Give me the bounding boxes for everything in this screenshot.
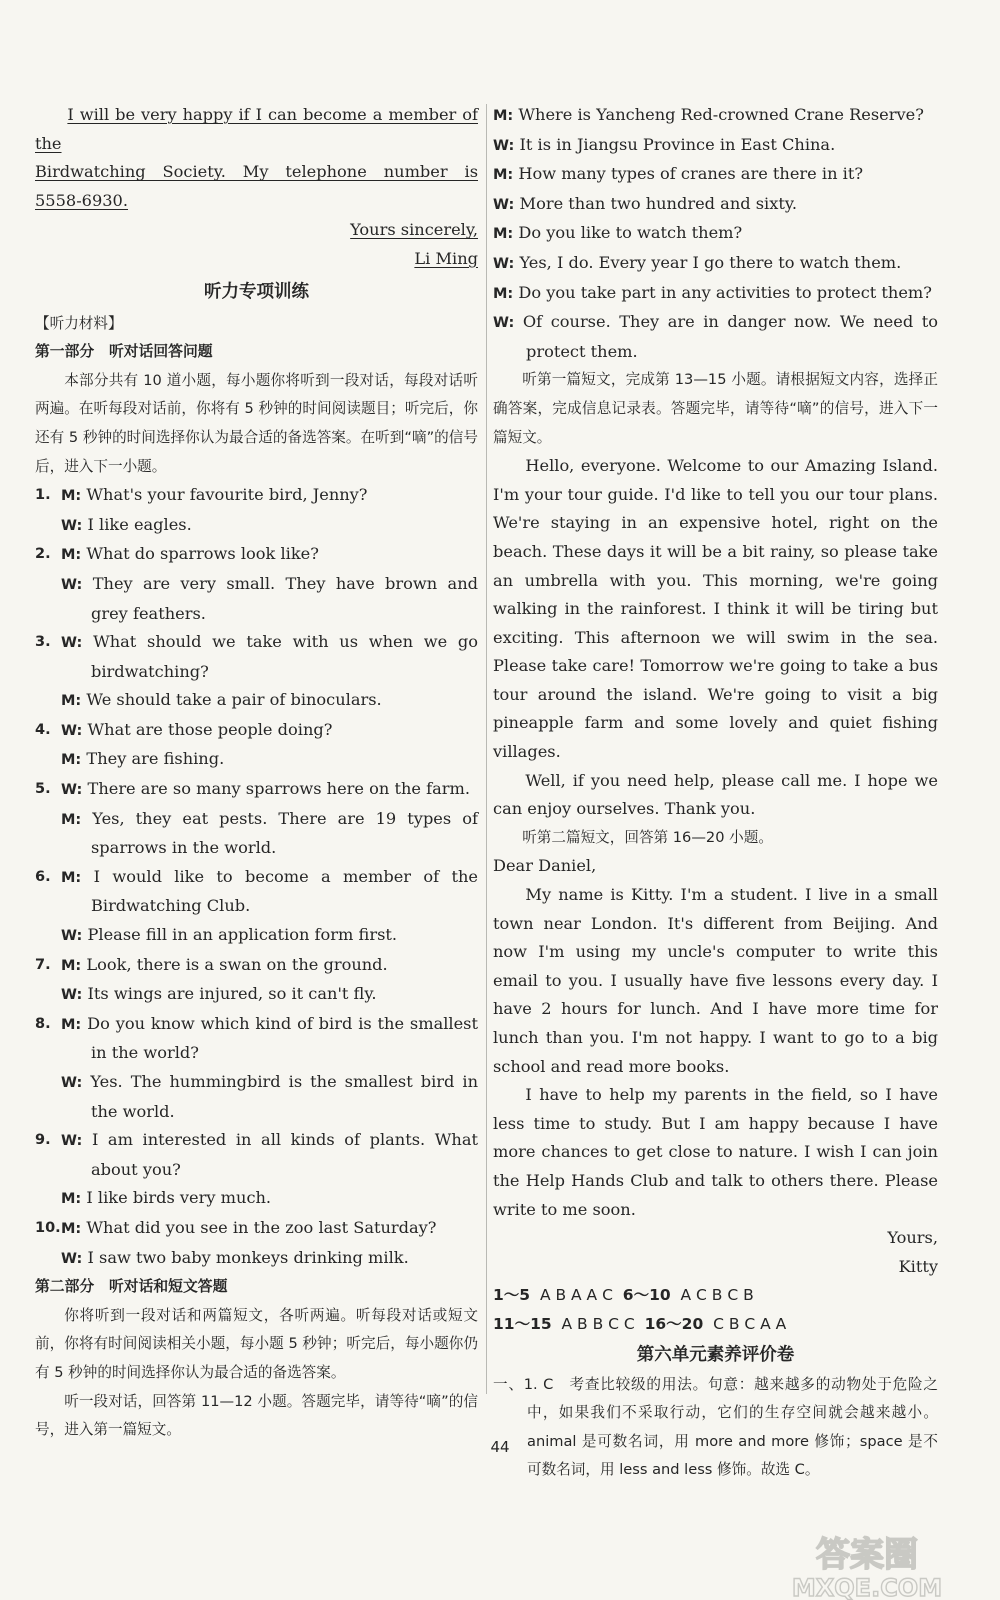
answer-letters: C B C A A (713, 1314, 787, 1333)
speaker-label: M: (61, 693, 82, 710)
dialogue-line (35, 951, 478, 981)
question-number: 5. (35, 781, 51, 798)
dialogue-line (35, 863, 478, 921)
dialogue-line (35, 921, 478, 951)
watermark-logo (745, 1530, 990, 1600)
passage2-instruction: 听第二篇短文，回答第 16—20 小题。 (522, 828, 773, 846)
passage1-paragraph-1: Hello, everyone. Welcome to our Amazing Island. I'm your tour guide. I'd like to tell you our tour plans. We're staying in an expensive hotel, right on the beach. These days it will be a bit rainy, so please take an umbrella with you. This morning, we're going walking in the rainforest. I think it will be tiring but exciting. This afternoon we will swim in the sea. Please take care! Tomorrow we're going to take a bus tour around the island. We're going to visit a big pineapple farm and some lovely and quiet fishing villages. (493, 456, 938, 762)
question-number: 10. (35, 1219, 61, 1236)
passage2-paragraph-2: I have to help my parents in the field, so I have less time to study. But I am happy because I have more chances to get close to nature. I wish I can join the Help Hands Club and talk to others there. Please write to me soon. (493, 1085, 938, 1219)
dialogue-text: Look, there is a swan on the ground. (86, 954, 388, 974)
dialogue-text: Do you know which kind of bird is the smallest in the world? (87, 1013, 478, 1063)
dialogue-line (35, 805, 478, 863)
question-number: 9. (35, 1132, 51, 1149)
conversation-text: How many types of cranes are there in it? (518, 164, 864, 184)
dialogue-text: Please fill in an application form first. (87, 925, 398, 945)
speaker-label: W: (61, 576, 83, 593)
conversation-text: Yes, I do. Every year I go there to watch them. (519, 252, 902, 272)
right-column (493, 101, 938, 1485)
part2-intro: 你将听到一段对话和两篇短文，各听两遍。听每段对话或短文前，你将有时间阅读相关小题，每小题 5 秒钟；听完后，每小题你仍有 5 秒钟的时间选择你认为最合适的备选答案。 (35, 1306, 478, 1381)
speaker-label: W: (493, 255, 515, 272)
part2-title: 第二部分 听对话和短文答题 (35, 1278, 228, 1296)
conversation-line (493, 219, 938, 249)
answer-range: 16～20 (644, 1314, 704, 1333)
part1-intro: 本部分共有 10 道小题，每小题你将听到一段对话，每段对话听两遍。在听每段对话前，你将有 5 秒钟的时间阅读题目；听完后，你还有 5 秒钟的时间选择你认为最合适的备选答案。在听到“嘀”的信号后，进入下一小题。 (35, 371, 478, 475)
letter-signature: Li Ming (414, 248, 478, 268)
speaker-label: M: (493, 167, 514, 184)
dialogue-instruction: 听一段对话，回答第 11—12 小题。答题完毕，请等待“嘀”的信号，进入第一篇短文。 (35, 1392, 478, 1439)
dialogue-text: What do sparrows look like? (86, 544, 319, 564)
question-number: 3. (35, 634, 51, 651)
dialogue-line (35, 540, 478, 570)
conversation-line (493, 101, 938, 131)
conversation-text: More than two hundred and sixty. (519, 193, 798, 213)
letter-salutation: Dear Daniel, (493, 856, 597, 876)
conversation-line (493, 308, 938, 366)
dialogue-list (35, 481, 478, 1273)
dialogue-text: I saw two baby monkeys drinking milk. (87, 1247, 409, 1267)
speaker-label: W: (61, 635, 83, 652)
dialogue-text: I am interested in all kinds of plants. What about you? (91, 1130, 478, 1179)
speaker-label: M: (61, 1220, 82, 1237)
speaker-label: M: (61, 547, 82, 564)
section-title: 听力专项训练 (204, 281, 309, 302)
speaker-label: M: (493, 285, 514, 302)
letter-line-3: 5558-6930. (35, 190, 129, 210)
conversation-text: Of course. They are in danger now. We need to protect them. (522, 312, 938, 361)
passage1-paragraph-2: Well, if you need help, please call me. I hope we can enjoy ourselves. Thank you. (493, 770, 938, 819)
speaker-label: W: (61, 1075, 83, 1091)
conversation-text: Do you like to watch them? (518, 223, 743, 243)
dialogue-line (35, 628, 478, 686)
dialogue-line (35, 481, 478, 511)
question-number: 1. (35, 487, 51, 504)
speaker-label: M: (493, 226, 514, 243)
dialogue-line (35, 1214, 478, 1244)
dialogue-line (35, 1244, 478, 1274)
speaker-label: M: (61, 957, 82, 974)
speaker-label: W: (493, 137, 515, 154)
speaker-label: W: (61, 928, 83, 945)
question-number: 4. (35, 721, 51, 738)
email-closing: Yours, (887, 1228, 938, 1248)
speaker-label: W: (61, 1250, 83, 1267)
answer-row-1 (493, 1281, 938, 1310)
speaker-label: W: (61, 722, 83, 739)
dialogue-text: They are fishing. (86, 749, 225, 769)
dialogue-text: What did you see in the zoo last Saturday? (86, 1217, 437, 1237)
conversation-line (493, 160, 938, 190)
conversation-text: Do you take part in any activities to protect them? (518, 282, 932, 302)
email-signature: Kitty (898, 1256, 938, 1276)
letter-closing: Yours sincerely, (350, 220, 478, 240)
conversation-text: It is in Jiangsu Province in East China. (519, 134, 836, 154)
letter-line-2: Birdwatching Society. My telephone number is (35, 162, 478, 182)
dialogue-text: Yes, they eat pests. There are 19 types of sparrows in the world. (91, 808, 478, 858)
question-number: 2. (35, 546, 51, 563)
speaker-label: M: (61, 488, 82, 505)
explanation: 一、1. C 考查比较级的用法。句意：越来越多的动物处于危险之中，如果我们不采取行动，它们的生存空间就会越来越小。animal 是可数名词，用 more and more 修饰；space 是不可数名词，用 less and less 修饰。故选 C。 (493, 1375, 938, 1479)
letter-line-1: I will be very happy if I can become a member of the (35, 105, 478, 153)
conversation-line (493, 131, 938, 161)
dialogue-text: They are very small. They have brown and grey feathers. (91, 573, 478, 623)
passage1-instruction: 听第一篇短文，完成第 13—15 小题。请根据短文内容，选择正确答案，完成信息记录表。答题完毕，请等待“嘀”的信号，进入下一篇短文。 (493, 371, 938, 446)
page-number: 44 (490, 1438, 510, 1456)
conversation-line (493, 279, 938, 309)
dialogue-text: We should take a pair of binoculars. (86, 690, 382, 710)
answer-letters: A C B C B (680, 1286, 754, 1305)
speaker-label: M: (61, 811, 82, 828)
answer-row-2 (493, 1310, 938, 1339)
column-divider (486, 104, 487, 1394)
answer-letters: A B A A C (539, 1286, 613, 1305)
conversation-line (493, 249, 938, 279)
dialogue-line (35, 1068, 478, 1126)
speaker-label: M: (493, 108, 514, 124)
dialogue-text: I would like to become a member of the Birdwatching Club. (91, 866, 478, 916)
speaker-label: W: (493, 196, 515, 213)
conversation-line (493, 190, 938, 220)
speaker-label: M: (61, 752, 82, 769)
watermark-text-1: 答案圈 (816, 1535, 918, 1575)
speaker-label: W: (493, 315, 515, 332)
left-column (35, 101, 478, 1445)
dialogue-line (35, 716, 478, 746)
unit-title: 第六单元素养评价卷 (636, 1344, 795, 1365)
dialogue-line (35, 686, 478, 716)
dialogue-line (35, 511, 478, 541)
dialogue-line (35, 745, 478, 775)
speaker-label: W: (61, 782, 83, 799)
answer-range: 6～10 (622, 1286, 671, 1305)
dialogue-line (35, 1126, 478, 1184)
answer-range: 11～15 (493, 1314, 552, 1333)
answer-range: 1～5 (493, 1286, 531, 1305)
dialogue-text: Yes. The hummingbird is the smallest bird in the world. (90, 1072, 478, 1121)
dialogue-line (35, 775, 478, 805)
material-label: 【听力材料】 (35, 314, 123, 332)
dialogue-line (35, 1010, 478, 1068)
speaker-label: W: (61, 987, 83, 1004)
dialogue-text: Its wings are injured, so it can't fly. (87, 984, 377, 1004)
speaker-label: M: (61, 1191, 82, 1208)
speaker-label: W: (61, 517, 83, 534)
dialogue-text: What should we take with us when we go birdwatching? (91, 632, 478, 681)
speaker-label: M: (61, 869, 82, 886)
dialogue-text: There are so many sparrows here on the farm. (87, 779, 470, 799)
speaker-label: W: (61, 1133, 83, 1150)
question-number: 8. (35, 1015, 51, 1032)
watermark-text-2: MXQE.COM (791, 1574, 943, 1600)
conversation-text: Where is Yancheng Red-crowned Crane Reserve? (518, 105, 924, 124)
part1-title: 第一部分 听对话回答问题 (35, 343, 213, 361)
dialogue-text: I like eagles. (87, 514, 192, 534)
speaker-label: M: (61, 1016, 82, 1033)
answer-letters: A B B C C (561, 1314, 635, 1333)
dialogue-line (35, 980, 478, 1010)
question-number: 7. (35, 956, 51, 973)
passage2-paragraph-1: My name is Kitty. I'm a student. I live in a small town near London. It's different from Beijing. And now I'm using my uncle's computer to write this email to you. I usually have five lessons every day. I have 2 hours for lunch. And I have more time for lunch than you. I'm not happy. I want to go to a big school and read more books. (493, 885, 938, 1076)
conversation (493, 101, 938, 366)
dialogue-line (35, 1184, 478, 1214)
dialogue-text: I like birds very much. (86, 1188, 272, 1208)
question-number: 6. (35, 868, 51, 885)
dialogue-text: What are those people doing? (87, 719, 333, 739)
dialogue-line (35, 570, 478, 628)
dialogue-text: What's your favourite bird, Jenny? (86, 485, 368, 505)
